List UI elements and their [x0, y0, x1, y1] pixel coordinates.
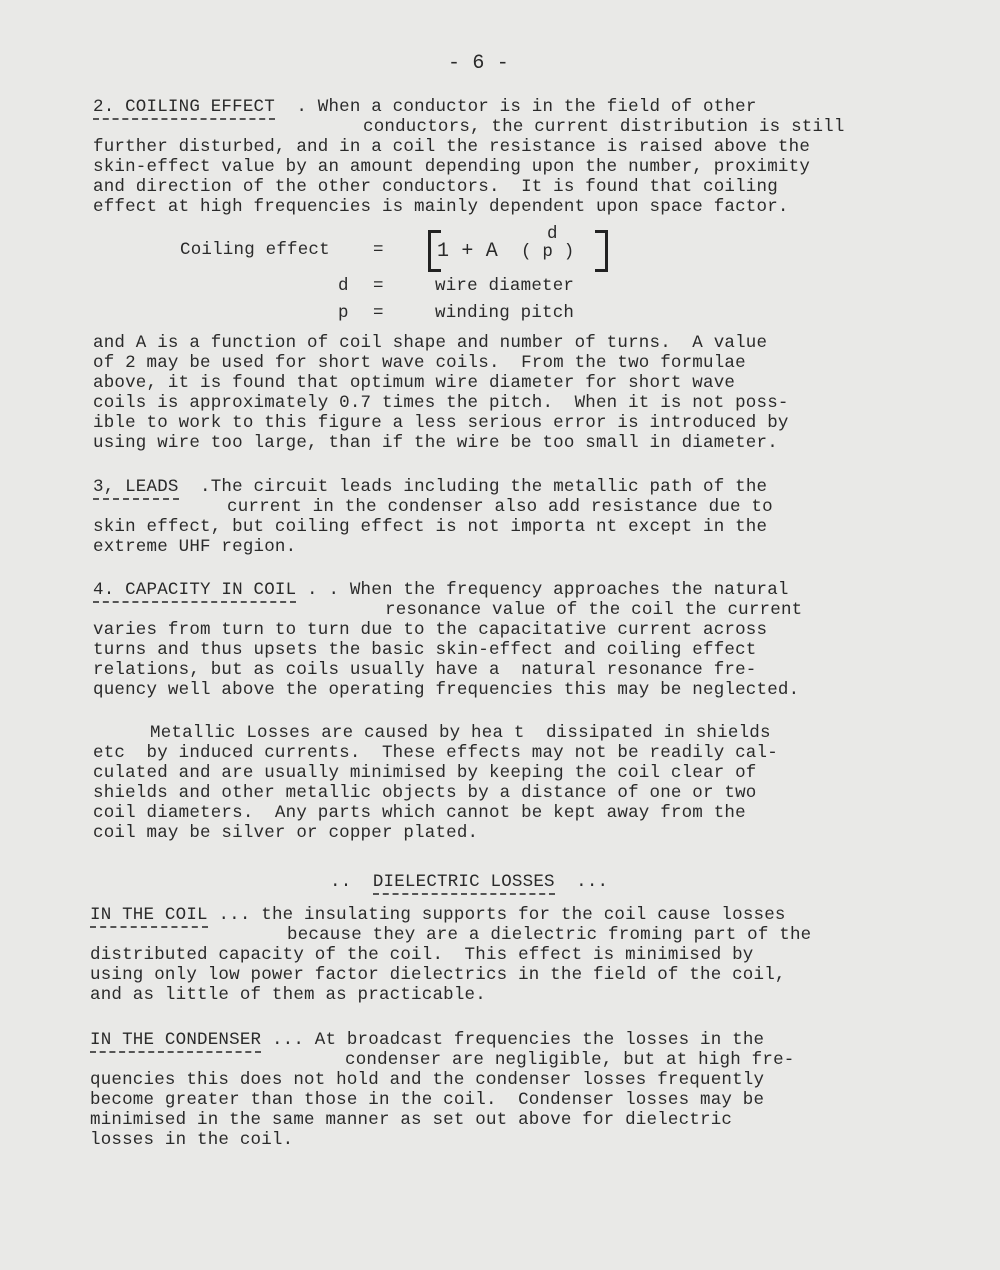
text-line: culated and are usually minimised by keeping the coil clear of: [93, 763, 757, 783]
text-line: .The circuit leads including the metallic path of the: [200, 477, 768, 497]
text-line: losses in the coil.: [90, 1130, 294, 1150]
definition-symbol: d: [338, 276, 349, 296]
text-line: coil diameters. Any parts which cannot be kept away from the: [93, 803, 746, 823]
text-line: varies from turn to turn due to the capacitative current across: [93, 620, 768, 640]
formula-equals: =: [373, 240, 384, 260]
text-line: . . When the frequency approaches the natural: [307, 580, 789, 600]
text-line: resonance value of the coil the current: [385, 600, 803, 620]
definition-text: winding pitch: [435, 303, 575, 323]
section-heading: 2. COILING EFFECT: [93, 97, 275, 120]
text-line: further disturbed, and in a coil the resistance is raised above the: [93, 137, 811, 157]
text-line: shields and other metallic objects by a distance of one or two: [93, 783, 757, 803]
text-line: skin effect, but coiling effect is not importa nt except in the: [93, 517, 768, 537]
text-line: effect at high frequencies is mainly dependent upon space factor.: [93, 197, 789, 217]
text-line: skin-effect value by an amount depending upon the number, proximity: [93, 157, 811, 177]
text-line: using only low power factor dielectrics in the field of the coil,: [90, 965, 786, 985]
text-line: because they are a dielectric froming part of the: [287, 925, 812, 945]
text-line: coil may be silver or copper plated.: [93, 823, 479, 843]
text-line: ible to work to this figure a less serious error is introduced by: [93, 413, 789, 433]
text-line: ... the insulating supports for the coil cause losses: [218, 905, 786, 925]
definition-symbol: p: [338, 303, 349, 323]
text-line: condenser are negligible, but at high fre-: [345, 1050, 795, 1070]
text-line: quencies this does not hold and the condenser losses frequently: [90, 1070, 765, 1090]
heading-dots: ..: [330, 872, 352, 892]
text-line: and A is a function of coil shape and number of turns. A value: [93, 333, 768, 353]
definition-text: wire diameter: [435, 276, 575, 296]
text-line: coils is approximately 0.7 times the pitch. When it is not poss-: [93, 393, 789, 413]
formula-numerator: d: [547, 224, 558, 244]
page-number: - 6 -: [448, 52, 510, 75]
section-title: DIELECTRIC LOSSES: [373, 872, 555, 895]
text-line: conductors, the current distribution is still: [363, 117, 845, 137]
dielectric-heading: [330, 872, 608, 895]
text-line: minimised in the same manner as set out above for dielectric: [90, 1110, 733, 1130]
text-line: of 2 may be used for short wave coils. From the two formulae: [93, 353, 746, 373]
formula-denominator: ( p ): [521, 242, 575, 262]
text-line: become greater than those in the coil. Condenser losses may be: [90, 1090, 765, 1110]
text-line: and as little of them as practicable.: [90, 985, 486, 1005]
definition-equals: =: [373, 303, 384, 323]
text-line: etc by induced currents. These effects may not be readily cal-: [93, 743, 778, 763]
formula-one-plus-a: 1 + A: [437, 240, 499, 263]
definition-equals: =: [373, 276, 384, 296]
text-line: current in the condenser also add resistance due to: [227, 497, 773, 517]
text-line: distributed capacity of the coil. This effect is minimised by: [90, 945, 754, 965]
text-line: . When a conductor is in the field of other: [296, 97, 757, 117]
heading-dots: ...: [576, 872, 609, 892]
text-line: relations, but as coils usually have a natural resonance fre-: [93, 660, 757, 680]
text-line: quency well above the operating frequencies this may be neglected.: [93, 680, 800, 700]
formula-label: Coiling effect: [180, 240, 330, 260]
text-line: Metallic Losses are caused by hea t dissipated in shields: [150, 723, 771, 743]
text-line: above, it is found that optimum wire diameter for short wave: [93, 373, 736, 393]
text-line: and direction of the other conductors. It is found that coiling: [93, 177, 778, 197]
text-line: turns and thus upsets the basic skin-effect and coiling effect: [93, 640, 757, 660]
text-line: extreme UHF region.: [93, 537, 297, 557]
section-heading: 4. CAPACITY IN COIL: [93, 580, 296, 603]
text-line: ... At broadcast frequencies the losses in the: [271, 1030, 765, 1050]
text-line: using wire too large, than if the wire be too small in diameter.: [93, 433, 778, 453]
section-heading: IN THE COIL: [90, 905, 208, 928]
section-heading: IN THE CONDENSER: [90, 1030, 261, 1053]
right-bracket: [595, 230, 608, 272]
section-heading: 3, LEADS: [93, 477, 179, 500]
